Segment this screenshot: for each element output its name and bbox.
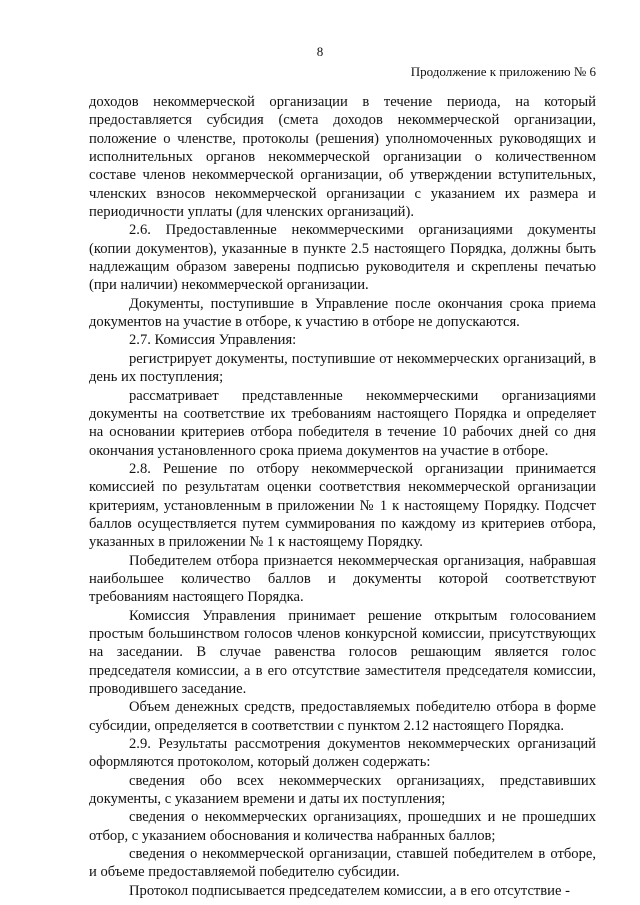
paragraph: регистрирует документы, поступившие от некоммерческих организаций, в день их поступления; bbox=[89, 350, 596, 386]
paragraph: Объем денежных средств, предоставляемых победителю отбора в форме субсидии, определяется в соответствии с пунктом 2.12 настоящего Порядка. bbox=[89, 699, 596, 734]
paragraph: Победителем отбора признается некоммерческая организация, набравшая наибольшее количество баллов и документы которой соответствуют требованиям настоящего Порядка. bbox=[89, 552, 596, 606]
paragraph: рассматривает представленные некоммерческими организациями документы на соответствие их требованиям настоящего Порядка и определяет на основании критериев отбора победителя в течение 10 рабочих дней со дня окончания установленного срока приема документов на участие в отборе. bbox=[89, 387, 596, 459]
paragraph: Документы, поступившие в Управление после окончания срока приема документов на участие в отборе, к участию в отборе не допускаются. bbox=[89, 295, 596, 331]
paragraph: сведения о некоммерческой организации, ставшей победителем в отборе, и объеме предоставляемой победителю субсидии. bbox=[89, 846, 596, 881]
paragraph: 2.9. Результаты рассмотрения документов некоммерческих организаций оформляются протоколом, который должен содержать: bbox=[89, 736, 596, 771]
paragraph: 2.6. Предоставленные некоммерческими организациями документы (копии документов), указанные в пункте 2.5 настоящего Порядка, должны быть надлежащим образом заверены подписью руководителя и скреплены печатью (при наличии) некоммерческой организации. bbox=[89, 222, 596, 294]
paragraph: Протокол подписывается председателем комиссии, а в его отсутствие - bbox=[129, 882, 570, 899]
document-body bbox=[89, 93, 596, 900]
paragraph: Комиссия Управления принимает решение открытым голосованием простым большинством голосов членов конкурсной комиссии, присутствующих на заседании. В случае равенства голосов решающим является голос председателя комиссии, а в его отсутствие заместителя председателя комиссии, проводившего заседание. bbox=[89, 607, 596, 697]
paragraph: сведения о некоммерческих организациях, прошедших и не прошедших отбор, с указанием обоснования и количества набранных баллов; bbox=[89, 809, 596, 844]
page-number: 8 bbox=[316, 44, 324, 59]
paragraph: сведения обо всех некоммерческих организациях, представивших документы, с указанием времени и даты их поступления; bbox=[89, 772, 596, 808]
paragraph: 2.8. Решение по отбору некоммерческой организации принимается комиссией по результатам оценки соответствия некоммерческой организации критериям, установленным в приложении № 1 к настоящему Порядку. Подсчет баллов осуществляется путем суммирования по каждому из критериев отбора, указанных в приложении № 1 к настоящему Порядку. bbox=[89, 460, 596, 551]
paragraph: доходов некоммерческой организации в течение периода, на который предоставляется субсидия (смета доходов некоммерческой организации, положение о членстве, протоколы (решения) уполномоченных руководящих и исполнительных органов некоммерческой организации о количественном составе членов некоммерческой организации, об утверждении вступительных, членских взносов некоммерческой организации с указанием их размера и периодичности уплаты (для членских организаций). bbox=[89, 94, 596, 221]
appendix-continuation-note: Продолжение к приложению № 6 bbox=[410, 64, 596, 79]
paragraph: 2.7. Комиссия Управления: bbox=[129, 332, 297, 349]
